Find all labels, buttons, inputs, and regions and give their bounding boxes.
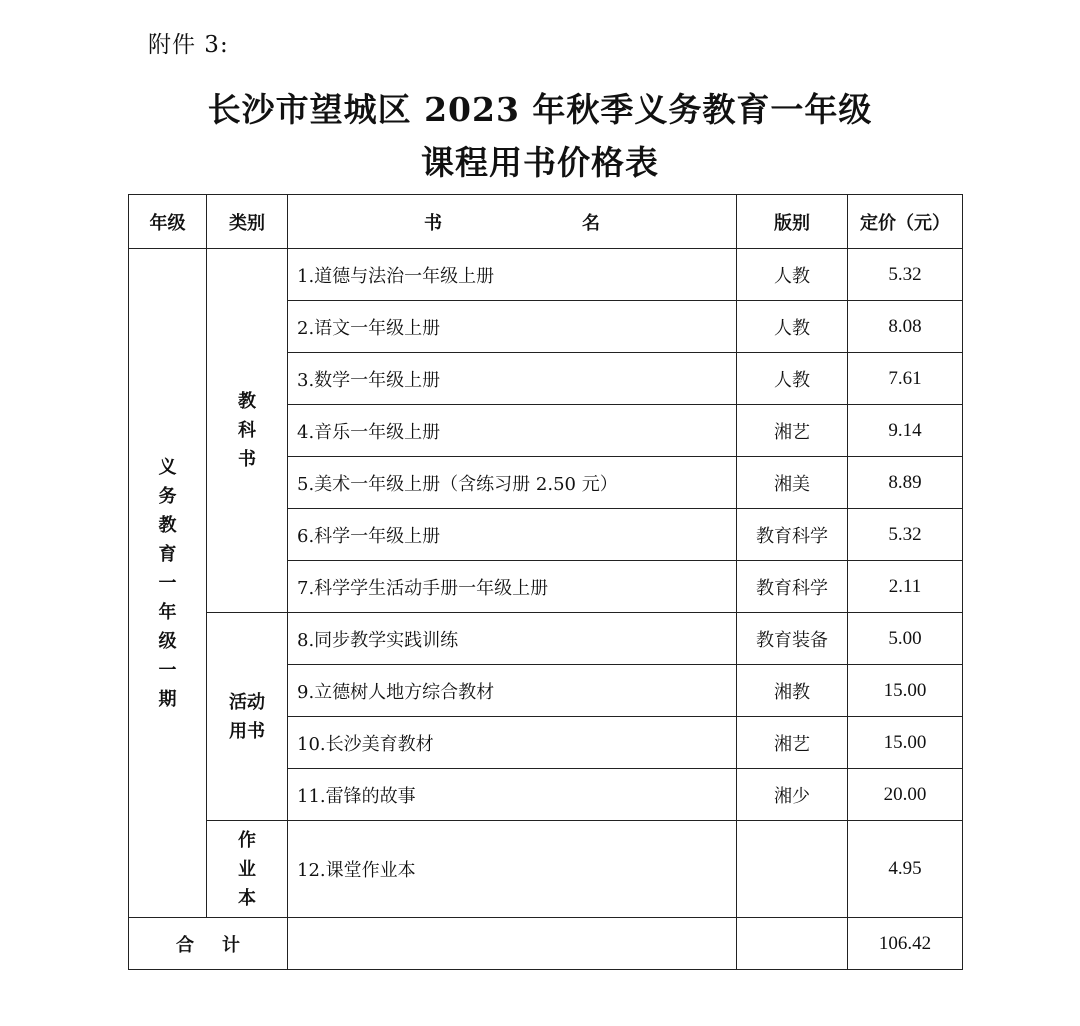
book-name: 12.课堂作业本: [288, 821, 737, 918]
grade-label: 义 务 教 育 一 年 级 一 期: [158, 456, 177, 710]
book-publisher: 教育装备: [737, 613, 848, 665]
book-name: 2.语文一年级上册: [288, 301, 737, 353]
book-publisher: 湘美: [737, 457, 848, 509]
header-publisher: 版别: [737, 195, 848, 249]
book-name: 6.科学一年级上册: [288, 509, 737, 561]
total-row: [129, 918, 963, 970]
book-publisher: 湘艺: [737, 717, 848, 769]
book-publisher: 湘教: [737, 665, 848, 717]
category-activity-label: 活动 用书: [229, 691, 265, 742]
table-header-row: [129, 195, 963, 249]
book-price: 5.32: [848, 249, 963, 301]
book-price: 15.00: [848, 665, 963, 717]
book-name: 7.科学学生活动手册一年级上册: [288, 561, 737, 613]
book-name: 5.美术一年级上册（含练习册 2.50 元）: [288, 457, 737, 509]
header-category: 类别: [207, 195, 288, 249]
book-name: 1.道德与法治一年级上册: [288, 249, 737, 301]
total-empty-name: [288, 918, 737, 970]
book-publisher: 湘艺: [737, 405, 848, 457]
grade-cell: [129, 249, 207, 918]
book-price: 7.61: [848, 353, 963, 405]
book-name: 10.长沙美育教材: [288, 717, 737, 769]
book-price: 8.89: [848, 457, 963, 509]
category-textbook: [207, 249, 288, 613]
table-row: [129, 249, 963, 301]
book-price: 5.32: [848, 509, 963, 561]
category-homework-label: 作 业 本: [238, 829, 256, 909]
book-publisher: 人教: [737, 249, 848, 301]
category-textbook-label: 教 科 书: [238, 391, 256, 470]
table-row: [129, 613, 963, 665]
category-homework: [207, 821, 288, 918]
book-price: 8.08: [848, 301, 963, 353]
attachment-label: 附件 3:: [148, 32, 229, 58]
book-price: 20.00: [848, 769, 963, 821]
book-publisher: 人教: [737, 353, 848, 405]
book-name: 9.立德树人地方综合教材: [288, 665, 737, 717]
book-price: 9.14: [848, 405, 963, 457]
book-name: 4.音乐一年级上册: [288, 405, 737, 457]
total-label-part2: 计: [222, 934, 240, 956]
page-title-line1: 长沙市望城区 2023 年秋季义务教育一年级: [207, 90, 873, 129]
category-activity: [207, 613, 288, 821]
book-price: 15.00: [848, 717, 963, 769]
header-price: 定价（元）: [848, 195, 963, 249]
book-publisher: [737, 821, 848, 918]
book-price: 2.11: [848, 561, 963, 613]
header-book-name: [288, 195, 737, 249]
book-publisher: 人教: [737, 301, 848, 353]
total-value: 106.42: [848, 918, 963, 970]
header-grade: 年级: [129, 195, 207, 249]
total-label: [129, 918, 288, 970]
table-row: [129, 821, 963, 918]
book-publisher: 教育科学: [737, 561, 848, 613]
total-empty-publisher: [737, 918, 848, 970]
total-label-part1: 合: [176, 934, 194, 956]
book-name: 11.雷锋的故事: [288, 769, 737, 821]
book-name: 8.同步教学实践训练: [288, 613, 737, 665]
page-title-line2: 课程用书价格表: [421, 143, 659, 182]
book-price: 4.95: [848, 821, 963, 918]
book-name: 3.数学一年级上册: [288, 353, 737, 405]
book-publisher: 教育科学: [737, 509, 848, 561]
header-book-name-part2: 名: [582, 212, 600, 234]
header-book-name-part1: 书: [424, 212, 442, 234]
book-price: 5.00: [848, 613, 963, 665]
book-publisher: 湘少: [737, 769, 848, 821]
price-table: [128, 194, 963, 970]
